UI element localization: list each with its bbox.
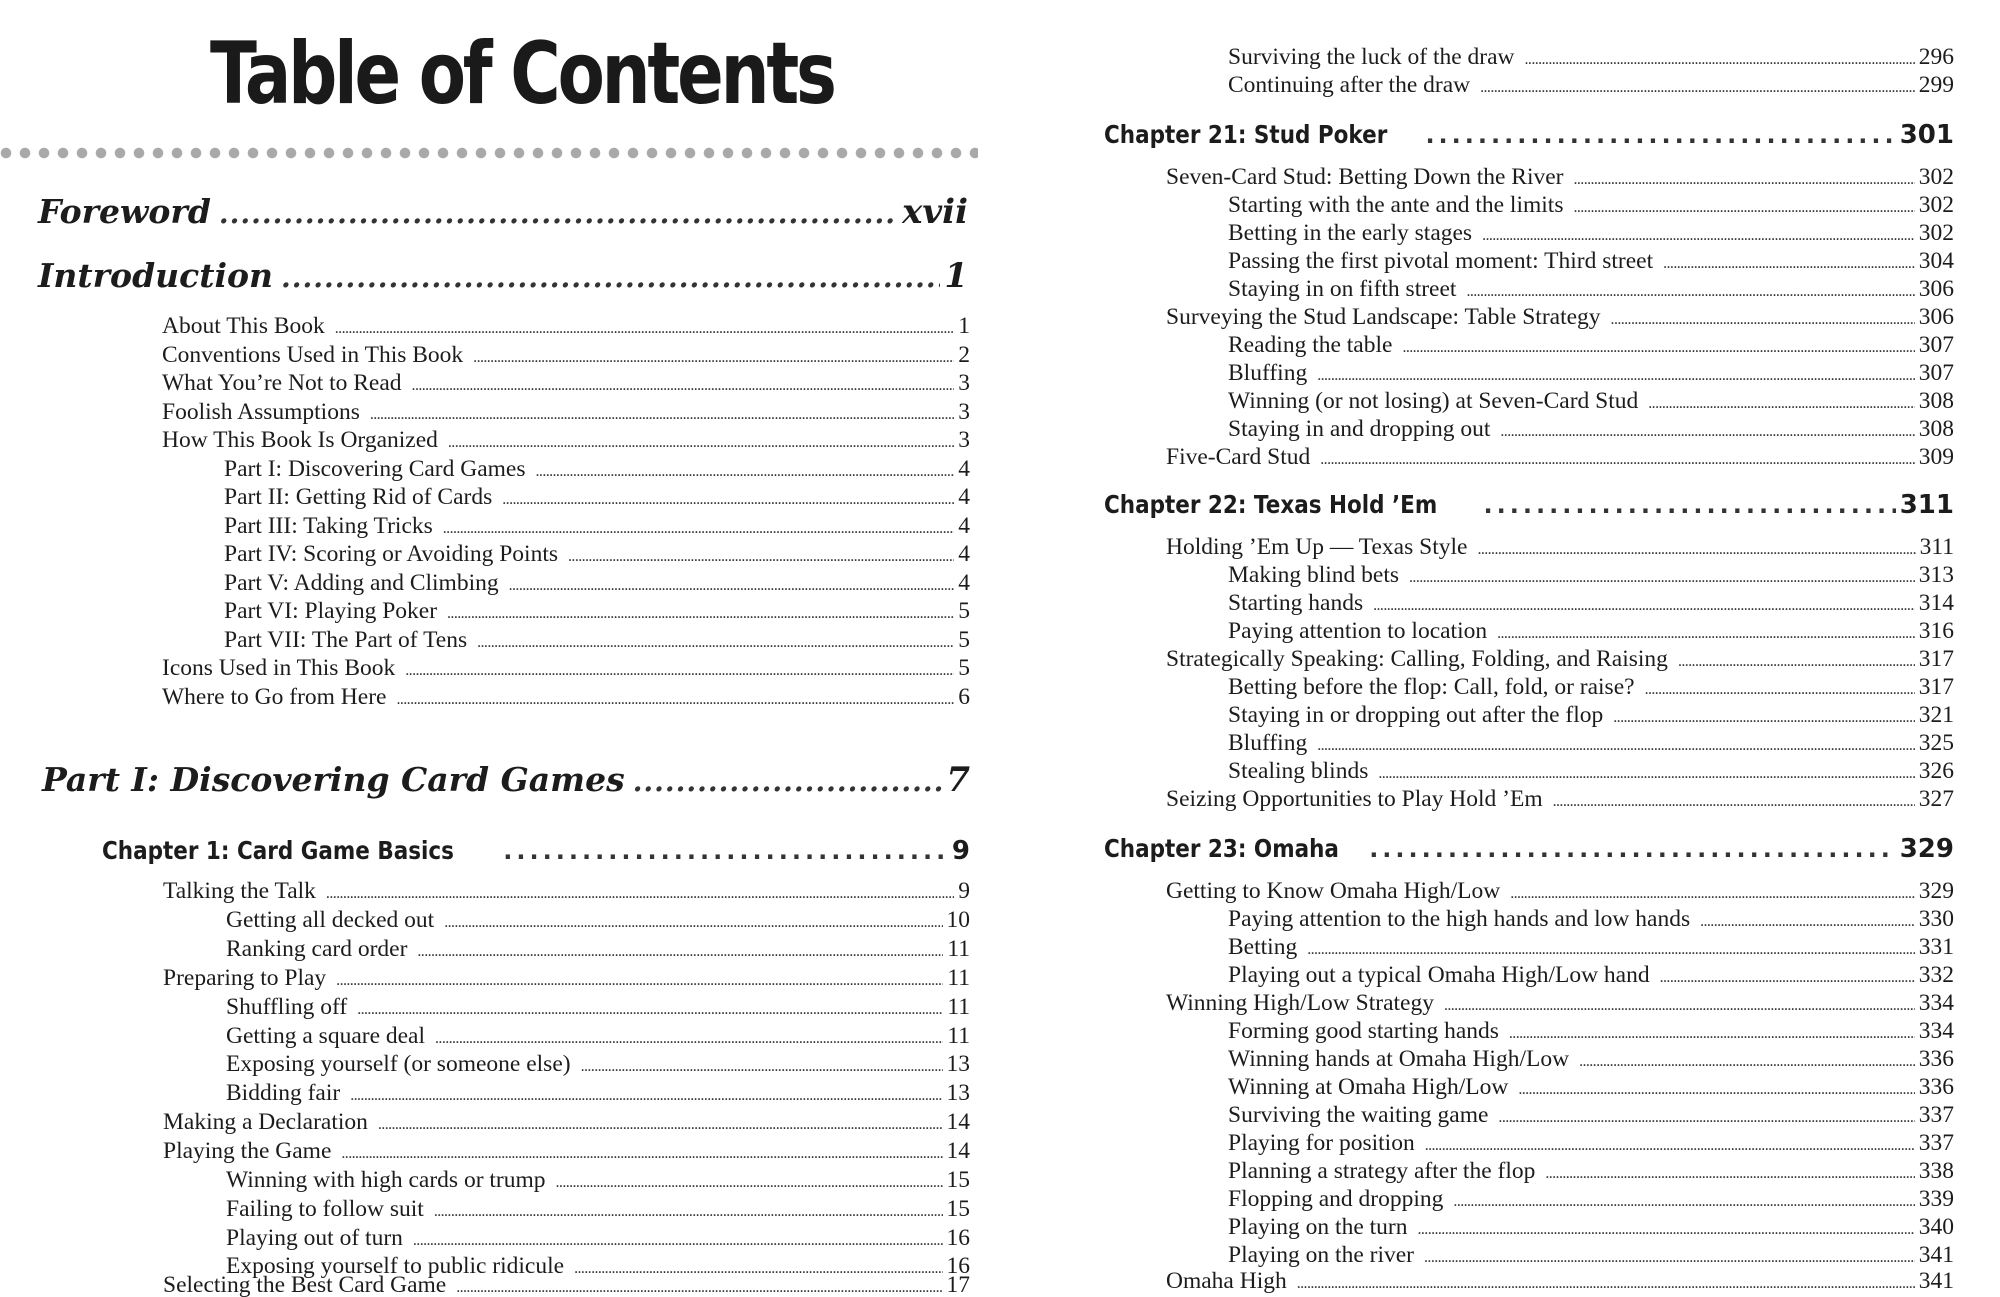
toc-page-number: 334: [1918, 990, 1954, 1016]
toc-page-number: 10: [946, 907, 970, 933]
toc-entry[interactable]: [162, 370, 970, 398]
dot-leader: [1369, 835, 1896, 863]
toc-entry[interactable]: [162, 313, 970, 341]
dot-leader: [456, 1279, 942, 1297]
toc-page-number: 325: [1918, 730, 1954, 756]
toc-page-number: 15: [946, 1167, 970, 1193]
toc-entry-label: Five-Card Stud: [1166, 444, 1311, 470]
toc-page-number: 317: [1918, 646, 1954, 672]
toc-subentry[interactable]: [224, 570, 970, 598]
dot-leader: [1509, 1025, 1915, 1043]
toc-entry-label: Preparing to Play: [163, 965, 327, 991]
toc-page-number: 339: [1918, 1186, 1954, 1212]
dot-leader: [443, 520, 954, 538]
toc-subentry[interactable]: [1228, 192, 1954, 220]
toc-entry-label: Betting in the early stages: [1228, 220, 1473, 246]
toc-page-number: 11: [947, 965, 970, 991]
toc-part-1[interactable]: [42, 760, 970, 808]
toc-entry[interactable]: [163, 1109, 970, 1137]
toc-subentry[interactable]: [1228, 590, 1954, 618]
dot-leader: [1500, 423, 1914, 441]
toc-foreword[interactable]: [38, 192, 968, 240]
toc-subentry[interactable]: [1228, 1102, 1954, 1130]
toc-subentry[interactable]: [1228, 934, 1954, 962]
toc-subentry[interactable]: [1228, 758, 1954, 786]
toc-page-number: 307: [1918, 332, 1954, 358]
dot-leader: [417, 943, 943, 961]
toc-entry-label: Planning a strategy after the flop: [1228, 1158, 1536, 1184]
dot-leader: [1579, 1053, 1915, 1071]
toc-subentry[interactable]: [1228, 962, 1954, 990]
toc-page-number: 6: [958, 684, 970, 710]
dot-leader: [413, 1232, 943, 1250]
toc-subentry[interactable]: [1228, 1046, 1954, 1074]
toc-page-number: 11: [947, 936, 970, 962]
dot-leader: [1297, 1275, 1915, 1293]
toc-entry-label: Bluffing: [1228, 360, 1308, 386]
toc-page-number: 17: [946, 1272, 970, 1297]
toc-entry-label: Passing the first pivotal moment: Third street: [1228, 248, 1654, 274]
dot-leader: [1424, 1249, 1915, 1267]
toc-entry[interactable]: [163, 965, 970, 993]
toc-page-number: 3: [958, 399, 970, 425]
toc-entry-label: Winning with high cards or trump: [226, 1167, 546, 1193]
toc-entry-label: Paying attention to the high hands and low hands: [1228, 906, 1691, 932]
toc-entry-label: Stealing blinds: [1228, 758, 1369, 784]
dot-leader: [1645, 681, 1915, 699]
toc-page-number: 299: [1918, 72, 1954, 98]
toc-page-number: 321: [1918, 702, 1954, 728]
toc-entry-label: Part I: Discovering Card Games: [224, 456, 526, 482]
toc-page-number: 302: [1918, 164, 1954, 190]
dot-leader: [405, 662, 954, 680]
toc-entry-label: Playing out of turn: [226, 1225, 403, 1251]
dot-leader: [1402, 339, 1914, 357]
toc-entry-label: Part VI: Playing Poker: [224, 598, 438, 624]
toc-subentry[interactable]: [1228, 72, 1954, 100]
dot-leader: [444, 914, 942, 932]
toc-page-number: 4: [958, 541, 970, 567]
toc-entry[interactable]: [1166, 304, 1954, 332]
toc-subentry[interactable]: [226, 1051, 970, 1079]
toc-subentry[interactable]: [1228, 276, 1954, 304]
toc-subentry[interactable]: [1228, 388, 1954, 416]
dot-leader: [1317, 367, 1915, 385]
dot-leader: [509, 577, 955, 595]
toc-entry-label: Strategically Speaking: Calling, Folding, and Raising: [1166, 646, 1668, 672]
dot-leader: [1648, 395, 1914, 413]
toc-subentry[interactable]: [1228, 44, 1954, 72]
dot-leader: [503, 837, 948, 865]
toc-entry-label: Ranking card order: [226, 936, 408, 962]
toc-entry-label: Continuing after the draw: [1228, 72, 1471, 98]
toc-entry-label: Betting: [1228, 934, 1298, 960]
toc-chapter-22[interactable]: [1104, 490, 1954, 524]
toc-entry-label: Getting to Know Omaha High/Low: [1166, 878, 1501, 904]
toc-page-number: 3: [958, 370, 970, 396]
toc-page-number: 336: [1918, 1046, 1954, 1072]
toc-entry-label: Part III: Taking Tricks: [224, 513, 433, 539]
toc-page-number: 313: [1918, 562, 1954, 588]
toc-entry-label: Exposing yourself (or someone else): [226, 1051, 571, 1077]
toc-subentry[interactable]: [1228, 702, 1954, 730]
dot-leader: [633, 765, 943, 798]
toc-entry-label: Starting hands: [1228, 590, 1364, 616]
dot-leader: [1525, 51, 1915, 69]
toc-entry-label: About This Book: [162, 313, 325, 339]
toc-page-number: 309: [1918, 444, 1954, 470]
toc-subentry[interactable]: [1228, 1074, 1954, 1102]
toc-entry-label: Making a Declaration: [163, 1109, 368, 1135]
toc-page-number: 13: [946, 1080, 970, 1106]
toc-subentry[interactable]: [1228, 674, 1954, 702]
toc-chapter-label: Chapter 23: Omaha: [1104, 834, 1339, 863]
dot-leader: [1466, 283, 1914, 301]
dot-leader: [536, 463, 955, 481]
toc-page-number: 304: [1918, 248, 1954, 274]
dot-leader: [412, 377, 955, 395]
dotted-divider: [0, 146, 978, 160]
toc-chapter-1[interactable]: [102, 836, 970, 870]
toc-entry-label: Foolish Assumptions: [162, 399, 360, 425]
dot-leader: [1378, 765, 1914, 783]
toc-heading-label: Introduction: [38, 256, 274, 295]
toc-entry-label: Playing for position: [1228, 1130, 1415, 1156]
toc-entry[interactable]: [1166, 164, 1954, 192]
toc-subentry[interactable]: [1228, 220, 1954, 248]
toc-page-number: 306: [1918, 276, 1954, 302]
dot-leader: [1613, 709, 1914, 727]
toc-chapter-21[interactable]: [1104, 120, 1954, 154]
toc-page-number: 2: [958, 342, 970, 368]
toc-entry-label: Paying attention to location: [1228, 618, 1488, 644]
toc-entry-label: How This Book Is Organized: [162, 427, 438, 453]
toc-page-number: xvii: [902, 192, 968, 232]
toc-page-number: 14: [946, 1138, 970, 1164]
toc-page-number: 13: [946, 1051, 970, 1077]
dot-leader: [357, 1001, 943, 1019]
dot-leader: [1497, 625, 1915, 643]
toc-page-number: 308: [1918, 388, 1954, 414]
toc-entry-label: Part V: Adding and Climbing: [224, 570, 499, 596]
toc-entry-label: Failing to follow suit: [226, 1196, 424, 1222]
toc-page-number: 15: [946, 1196, 970, 1222]
toc-page-number: 7: [946, 760, 970, 800]
toc-entry[interactable]: [163, 878, 970, 906]
toc-page-number: 329: [1918, 878, 1954, 904]
toc-entry-label: Forming good starting hands: [1228, 1018, 1499, 1044]
toc-entry-label: Seizing Opportunities to Play Hold ’Em: [1166, 786, 1543, 812]
dot-leader: [335, 320, 954, 338]
toc-entry-label: Holding ’Em Up — Texas Style: [1166, 534, 1468, 560]
toc-subentry[interactable]: [224, 513, 970, 541]
toc-entry-label: Omaha High: [1166, 1268, 1287, 1294]
toc-entry-label: Making blind bets: [1228, 562, 1400, 588]
toc-entry-label: Bluffing: [1228, 730, 1308, 756]
toc-page-number: 311: [1919, 534, 1954, 560]
toc-subentry[interactable]: [224, 598, 970, 626]
toc-page-number: 14: [946, 1109, 970, 1135]
toc-entry-label: Reading the table: [1228, 332, 1393, 358]
toc-page-number: 316: [1918, 618, 1954, 644]
toc-entry-label: Surviving the waiting game: [1228, 1102, 1489, 1128]
dot-leader: [1320, 451, 1914, 469]
toc-page-number: 338: [1918, 1158, 1954, 1184]
toc-subentry[interactable]: [226, 994, 970, 1022]
dot-leader: [435, 1030, 943, 1048]
toc-page-number: 317: [1918, 674, 1954, 700]
toc-page-number: 302: [1918, 220, 1954, 246]
dot-leader: [396, 691, 954, 709]
toc-entry-label: Exposing yourself to public ridicule: [226, 1253, 565, 1279]
toc-page-number: 3: [958, 427, 970, 453]
toc-entry[interactable]: [1166, 990, 1954, 1018]
toc-page-number: 1: [944, 256, 968, 296]
dot-leader: [556, 1174, 943, 1192]
dot-leader: [502, 491, 954, 509]
dot-leader: [1611, 311, 1915, 329]
toc-subentry[interactable]: [1228, 906, 1954, 934]
dot-leader: [1573, 199, 1914, 217]
toc-entry[interactable]: [1166, 534, 1954, 562]
toc-entry-label: Shuffling off: [226, 994, 348, 1020]
toc-page-number: 4: [958, 484, 970, 510]
dot-leader: [370, 406, 954, 424]
toc-subentry[interactable]: [226, 1080, 970, 1108]
toc-entry-label: Surveying the Stud Landscape: Table Strategy: [1166, 304, 1601, 330]
dot-leader: [1663, 255, 1915, 273]
dot-leader: [1453, 1193, 1914, 1211]
dot-leader: [1545, 1165, 1914, 1183]
toc-subentry[interactable]: [226, 907, 970, 935]
toc-chapter-label: Chapter 22: Texas Hold ’Em: [1104, 490, 1438, 519]
toc-entry-label: Part IV: Scoring or Avoiding Points: [224, 541, 559, 567]
toc-page-number: 314: [1918, 590, 1954, 616]
toc-subentry[interactable]: [1228, 248, 1954, 276]
toc-page-number: 9: [958, 878, 970, 904]
toc-page-number: 5: [958, 598, 970, 624]
toc-subentry[interactable]: [1228, 562, 1954, 590]
toc-entry[interactable]: [1166, 646, 1954, 674]
toc-subentry[interactable]: [226, 1225, 970, 1253]
toc-page-number: 5: [958, 655, 970, 681]
right-page: [1000, 0, 2000, 1297]
toc-entry-label: Starting with the ante and the limits: [1228, 192, 1564, 218]
dot-leader: [1477, 541, 1915, 559]
toc-entry-label: Playing on the river: [1228, 1242, 1415, 1268]
toc-subentry[interactable]: [1228, 360, 1954, 388]
toc-page-number: 296: [1918, 44, 1954, 70]
toc-page-number: 340: [1918, 1214, 1954, 1240]
toc-page-number: 337: [1918, 1130, 1954, 1156]
dot-leader: [1409, 569, 1915, 587]
toc-subentry[interactable]: [1228, 1186, 1954, 1214]
toc-subentry[interactable]: [224, 484, 970, 512]
toc-page-number: 307: [1918, 360, 1954, 386]
toc-page-number: 4: [958, 456, 970, 482]
toc-entry-label: Getting all decked out: [226, 907, 435, 933]
toc-entry-label: Conventions Used in This Book: [162, 342, 464, 368]
toc-subentry[interactable]: [226, 936, 970, 964]
dot-leader: [336, 972, 943, 990]
toc-subentry[interactable]: [224, 627, 970, 655]
dot-leader: [1553, 793, 1915, 811]
toc-entry[interactable]: [162, 684, 970, 712]
toc-entry-label: Flopping and dropping: [1228, 1186, 1444, 1212]
toc-page-number: 306: [1918, 304, 1954, 330]
dot-leader: [1418, 1221, 1915, 1239]
dot-leader: [434, 1203, 943, 1221]
dot-leader: [1480, 79, 1915, 97]
toc-page-number: 334: [1918, 1018, 1954, 1044]
toc-page-number: 341: [1918, 1242, 1954, 1268]
toc-chapter-23[interactable]: [1104, 834, 1954, 868]
dot-leader: [1678, 653, 1915, 671]
toc-page-number: 4: [958, 513, 970, 539]
toc-page-number: 4: [958, 570, 970, 596]
toc-entry[interactable]: [1166, 1268, 1954, 1295]
dot-leader: [1307, 941, 1915, 959]
toc-page-number: 331: [1918, 934, 1954, 960]
toc-subentry[interactable]: [224, 541, 970, 569]
toc-entry-label: Staying in or dropping out after the flop: [1228, 702, 1604, 728]
toc-page-number: 336: [1918, 1074, 1954, 1100]
dot-leader: [447, 605, 954, 623]
toc-entry-label: Playing out a typical Omaha High/Low hand: [1228, 962, 1650, 988]
dot-leader: [378, 1116, 943, 1134]
toc-entry[interactable]: [1166, 444, 1954, 472]
dot-leader: [1518, 1081, 1914, 1099]
dot-leader: [1482, 227, 1915, 245]
toc-subentry[interactable]: [1228, 1214, 1954, 1242]
dot-leader: [1574, 171, 1915, 189]
dot-leader: [1660, 969, 1915, 987]
toc-page-number: 330: [1918, 906, 1954, 932]
toc-entry-label: Where to Go from Here: [162, 684, 387, 710]
dot-leader: [1444, 997, 1915, 1015]
toc-entry-label: Icons Used in This Book: [162, 655, 396, 681]
toc-subentry[interactable]: [1228, 730, 1954, 758]
toc-page-number: 302: [1918, 192, 1954, 218]
toc-page-number: 311: [1899, 490, 1954, 520]
toc-page-number: 5: [958, 627, 970, 653]
toc-page-number: 301: [1899, 120, 1954, 150]
dot-leader: [477, 634, 954, 652]
toc-subentry[interactable]: [1228, 1130, 1954, 1158]
page-title: Table of Contents: [210, 24, 834, 124]
toc-entry-label: Playing on the turn: [1228, 1214, 1408, 1240]
toc-entry-label: Betting before the flop: Call, fold, or raise?: [1228, 674, 1635, 700]
toc-page-number: 326: [1918, 758, 1954, 784]
toc-entry-label: Part II: Getting Rid of Cards: [224, 484, 493, 510]
toc-entry-label: Seven-Card Stud: Betting Down the River: [1166, 164, 1564, 190]
toc-page-number: 11: [947, 1023, 970, 1049]
toc-entry-label: Getting a square deal: [226, 1023, 426, 1049]
toc-page-number: 308: [1918, 416, 1954, 442]
toc-entry[interactable]: [163, 1138, 970, 1166]
toc-subentry[interactable]: [226, 1167, 970, 1195]
toc-page-number: 16: [946, 1225, 970, 1251]
toc-subentry[interactable]: [1228, 332, 1954, 360]
toc-entry-label: Talking the Talk: [163, 878, 316, 904]
toc-entry[interactable]: [162, 399, 970, 427]
toc-entry-label: Winning hands at Omaha High/Low: [1228, 1046, 1570, 1072]
toc-page-number: 337: [1918, 1102, 1954, 1128]
dot-leader: [1373, 597, 1915, 615]
toc-subentry[interactable]: [1228, 1018, 1954, 1046]
dot-leader: [1700, 913, 1915, 931]
toc-page-number: 329: [1899, 834, 1954, 864]
toc-entry-label: Selecting the Best Card Game: [163, 1272, 447, 1297]
toc-entry-label: Surviving the luck of the draw: [1228, 44, 1515, 70]
dot-leader: [350, 1087, 942, 1105]
toc-entry-label: Winning High/Low Strategy: [1166, 990, 1434, 1016]
toc-subentry[interactable]: [1228, 1158, 1954, 1186]
toc-entry-label: Winning (or not losing) at Seven-Card Stud: [1228, 388, 1639, 414]
dot-leader: [448, 434, 954, 452]
toc-heading-label: Foreword: [38, 192, 211, 231]
toc-entry-label: Playing the Game: [163, 1138, 332, 1164]
dot-leader: [473, 349, 954, 367]
dot-leader: [1425, 121, 1895, 149]
dot-leader: [281, 261, 940, 294]
toc-page-number: 1: [958, 313, 970, 339]
toc-entry[interactable]: [162, 342, 970, 370]
toc-entry-label: Staying in on fifth street: [1228, 276, 1457, 302]
dot-leader: [219, 197, 898, 230]
toc-chapter-label: Chapter 21: Stud Poker: [1104, 120, 1388, 149]
dot-leader: [1317, 737, 1915, 755]
toc-page-number: 332: [1918, 962, 1954, 988]
toc-page-number: 16: [946, 1253, 970, 1279]
toc-heading-label: Part I: Discovering Card Games: [42, 760, 625, 799]
toc-subentry[interactable]: [224, 456, 970, 484]
toc-introduction[interactable]: [38, 256, 968, 304]
toc-entry-label: Staying in and dropping out: [1228, 416, 1491, 442]
dot-leader: [1498, 1109, 1914, 1127]
dot-leader: [568, 548, 954, 566]
toc-subentry[interactable]: [226, 1023, 970, 1051]
dot-leader: [581, 1058, 943, 1076]
toc-entry[interactable]: [1166, 786, 1954, 814]
toc-entry[interactable]: [162, 427, 970, 455]
dot-leader: [326, 885, 954, 903]
toc-chapter-label: Chapter 1: Card Game Basics: [102, 836, 454, 865]
toc-page-number: 9: [951, 836, 970, 866]
dot-leader: [1425, 1137, 1915, 1155]
toc-page-number: 341: [1918, 1268, 1954, 1294]
toc-subentry[interactable]: [1228, 1242, 1954, 1270]
dot-leader: [341, 1145, 942, 1163]
toc-entry-label: Bidding fair: [226, 1080, 341, 1106]
toc-subentry[interactable]: [1228, 416, 1954, 444]
toc-subentry[interactable]: [226, 1196, 970, 1224]
toc-page-number: 327: [1918, 786, 1954, 812]
toc-entry[interactable]: [162, 655, 970, 683]
dot-leader: [1510, 885, 1915, 903]
toc-page-number: 11: [947, 994, 970, 1020]
toc-subentry[interactable]: [1228, 618, 1954, 646]
dot-leader: [1484, 491, 1896, 519]
toc-entry-label: Winning at Omaha High/Low: [1228, 1074, 1509, 1100]
toc-entry[interactable]: [1166, 878, 1954, 906]
toc-entry[interactable]: [163, 1272, 970, 1297]
toc-entry-label: Part VII: The Part of Tens: [224, 627, 468, 653]
toc-entry-label: What You’re Not to Read: [162, 370, 402, 396]
